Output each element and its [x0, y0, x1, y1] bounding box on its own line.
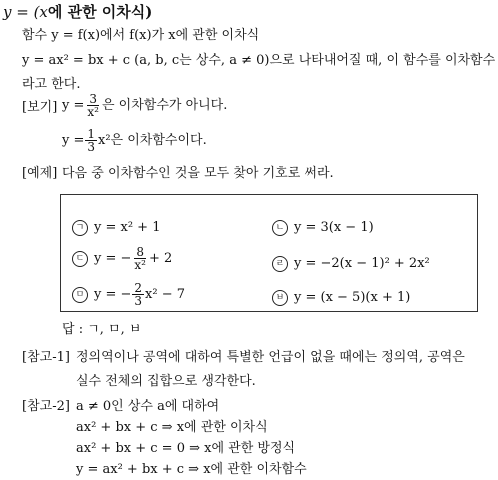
fraction-denominator: 3: [87, 140, 96, 154]
option-expression: y = (x − 5)(x + 1): [294, 290, 411, 305]
note-2-item-2: ax² + bx + c = 0 ⇒ x에 관한 방정식: [76, 441, 296, 456]
note-2-item-3: y = ax² + bx + c ⇒ x에 관한 이차함수: [76, 462, 307, 477]
fraction-numerator: 1: [87, 127, 96, 141]
option-4: [272, 256, 430, 272]
example-2-prefix: y =: [62, 132, 85, 148]
note-1-line-1: 정의역이나 공역에 대하여 특별한 언급이 없을 때에는 정의역, 공역은: [76, 350, 465, 365]
fraction-denominator: x²: [87, 105, 99, 119]
fraction-denominator: 3: [134, 294, 143, 308]
option-5: [72, 282, 185, 307]
definition-line-3: 라고 한다.: [22, 77, 81, 92]
title-equation: y = (x: [3, 3, 48, 21]
option-5-fraction: [132, 282, 144, 307]
option-expression: y = x² + 1: [94, 220, 161, 235]
note-1-line-2: 실수 전체의 집합으로 생각한다.: [76, 374, 256, 389]
option-3: [72, 246, 172, 271]
option-6: [272, 290, 410, 306]
option-1: [72, 220, 160, 236]
answer: [62, 322, 141, 338]
example-label: [보기]: [22, 100, 58, 115]
note-2-item-1: ax² + bx + c ⇒ x에 관한 이차식: [76, 420, 268, 435]
option-expression: y = 3(x − 1): [294, 220, 374, 235]
fraction-numerator: 8: [136, 245, 145, 259]
problem-text: 다음 중 이차함수인 것을 모두 찾아 기호로 써라.: [62, 166, 334, 181]
circled-mark: ㅂ: [272, 290, 288, 306]
fraction-numerator: 3: [89, 92, 97, 106]
option-expression: y = −2(x − 1)² + 2x²: [294, 256, 430, 271]
title-text: 에 관한 이차식): [47, 3, 153, 21]
option-3-fraction: [132, 246, 148, 271]
example-1-suffix: 은 이차함수가 아니다.: [101, 97, 228, 113]
problem-label: [예제]: [22, 166, 58, 181]
fraction-numerator: 2: [134, 281, 143, 295]
example-1-fraction: [85, 93, 101, 118]
option-expression-suffix: + 2: [148, 250, 173, 266]
option-expression-prefix: y = −: [94, 250, 132, 266]
answer-value: ㄱ, ㅁ, ㅂ: [87, 322, 142, 337]
note-1-label: [참고-1]: [22, 350, 70, 365]
example-2: [62, 128, 207, 153]
option-expression-prefix: y = −: [94, 286, 132, 302]
note-2-label: [참고-2]: [22, 399, 70, 414]
circled-mark: ㄴ: [272, 220, 288, 236]
example-1: [62, 93, 227, 118]
example-2-fraction: [85, 128, 97, 153]
option-2: [272, 220, 374, 236]
page-title: [3, 3, 152, 21]
example-2-suffix: x²은 이차함수이다.: [98, 132, 207, 148]
note-2-line-1: a ≠ 0인 상수 a에 대하여: [76, 399, 220, 414]
definition-line-2: y = ax² = bx + c (a, b, c는 상수, a ≠ 0)으로 나타내어질 때, 이 함수를 이차함수: [22, 53, 496, 68]
fraction-denominator: x²: [134, 258, 146, 272]
option-expression-suffix: x² − 7: [145, 286, 186, 302]
answer-label: 답 :: [62, 322, 84, 337]
circled-mark: ㄷ: [72, 251, 88, 267]
definition-line-1: 함수 y = f(x)에서 f(x)가 x에 관한 이차식: [22, 28, 260, 43]
circled-mark: ㄱ: [72, 220, 88, 236]
circled-mark: ㅁ: [72, 287, 88, 303]
example-1-prefix: y =: [62, 97, 85, 113]
circled-mark: ㄹ: [272, 256, 288, 272]
